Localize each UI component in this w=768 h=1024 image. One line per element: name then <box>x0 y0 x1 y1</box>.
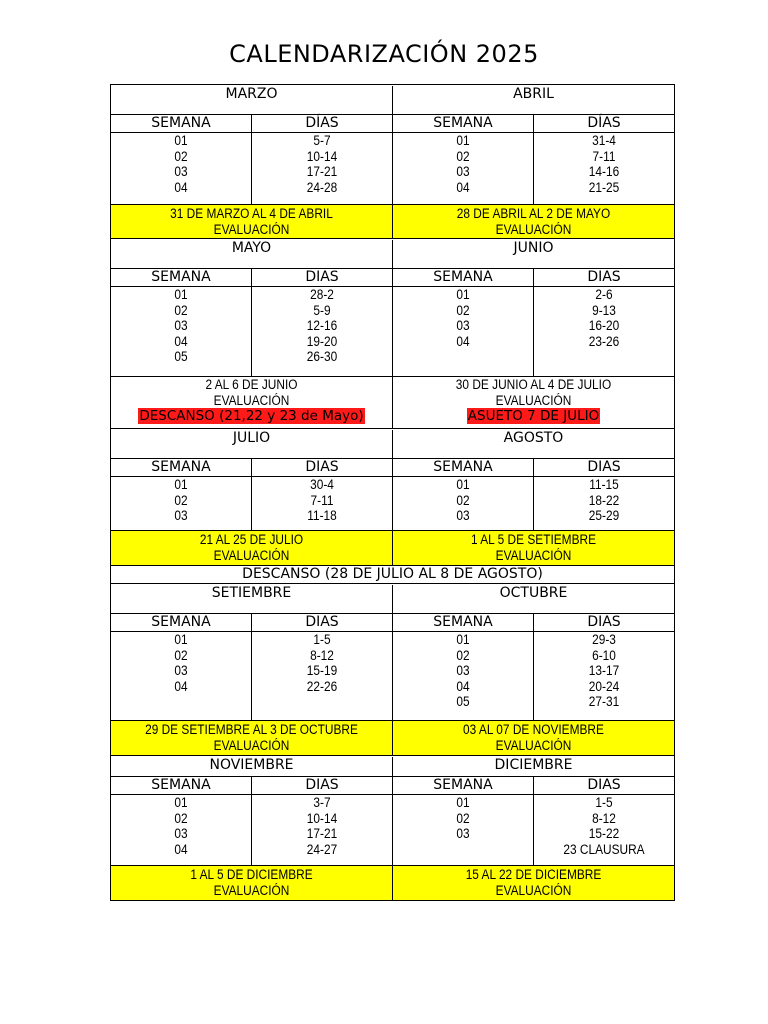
month-title: AGOSTO <box>392 430 674 458</box>
day-range: 19-20 <box>306 333 338 349</box>
week-number: 01 <box>174 795 188 810</box>
week-number: 02 <box>456 148 470 164</box>
day-range: 17-21 <box>306 826 338 842</box>
month-title: MARZO <box>225 86 278 102</box>
day-range: 26-30 <box>306 349 338 365</box>
week-number: 03 <box>174 508 188 524</box>
week-number: 01 <box>174 632 188 647</box>
weeks-list <box>119 795 242 865</box>
col-header-semana: SEMANA <box>433 115 493 131</box>
month-title: SETIEMBRE <box>211 585 292 601</box>
col-header-semana: SEMANA <box>151 115 211 131</box>
col-header-semana: SEMANA <box>151 614 211 630</box>
day-range: 1-5 <box>313 632 331 647</box>
section-setiembre-octubre <box>110 584 675 756</box>
col-header-dias: DÍAS <box>533 115 674 132</box>
evaluation-range: 28 DE ABRIL AL 2 DE MAYO <box>456 206 611 221</box>
weeks-list <box>119 133 242 204</box>
week-number: 03 <box>174 164 188 180</box>
week-number: 02 <box>456 302 470 318</box>
day-range: 7-11 <box>592 148 616 164</box>
col-header-dias: DIAS <box>533 269 674 286</box>
month-title: MAYO <box>231 240 272 256</box>
evaluation-box <box>392 531 674 565</box>
evaluation-label: EVALUACIÓN <box>213 221 290 237</box>
evaluation-label: EVALUACIÓN <box>213 882 290 898</box>
col-header-semana: SEMANA <box>151 459 211 475</box>
week-number: 03 <box>174 318 188 334</box>
day-range: 31-4 <box>592 133 616 148</box>
week-number: 05 <box>174 349 188 365</box>
evaluation-box <box>392 866 674 900</box>
weeks-list <box>401 133 524 204</box>
col-header-dias: DIAS <box>533 459 674 476</box>
day-range: 28-2 <box>310 287 334 302</box>
day-range: 12-16 <box>306 318 338 334</box>
week-number: 01 <box>456 133 470 148</box>
week-number: 02 <box>174 302 188 318</box>
week-number: 01 <box>174 133 188 148</box>
day-range: 13-17 <box>588 663 620 679</box>
weeks-list <box>119 477 242 530</box>
month-title: JUNIO <box>392 240 674 268</box>
col-header-dias: DIAS <box>251 459 392 476</box>
days-list <box>542 795 665 865</box>
week-number: 03 <box>456 826 470 842</box>
day-range: 5-7 <box>313 133 331 148</box>
weeks-list <box>119 287 242 376</box>
days-list <box>260 632 383 720</box>
week-number: 04 <box>456 678 470 694</box>
holiday-note: ASUETO 7 DE JULIO <box>467 408 600 425</box>
rest-note: DESCANSO (21,22 y 23 de Mayo) <box>139 408 364 425</box>
day-range: 6-10 <box>592 647 616 663</box>
evaluation-box <box>392 205 674 238</box>
evaluation-label: EVALUACIÓN <box>495 547 572 563</box>
week-number: 02 <box>456 492 470 508</box>
day-range: 11-15 <box>589 477 619 492</box>
evaluation-label: EVALUACIÓN <box>495 221 572 237</box>
day-range: 29-3 <box>592 632 616 647</box>
day-range: 16-20 <box>588 318 620 334</box>
evaluation-label: EVALUACIÓN <box>495 392 572 408</box>
col-header-dias: DIAS <box>251 777 392 794</box>
week-number: 03 <box>456 164 470 180</box>
evaluation-range: 15 AL 22 DE DICIEMBRE <box>465 867 602 882</box>
col-header-semana: SEMANA <box>433 614 493 630</box>
evaluation-label: EVALUACIÓN <box>213 547 290 563</box>
day-range: 30-4 <box>310 477 334 492</box>
week-number: 02 <box>174 148 188 164</box>
day-range: 14-16 <box>588 164 620 180</box>
rest-period-banner: DESCANSO (28 DE JULIO AL 8 DE AGOSTO) <box>111 566 674 584</box>
week-number: 02 <box>174 810 188 826</box>
week-number: 03 <box>456 663 470 679</box>
days-list <box>542 632 665 720</box>
day-range: 5-9 <box>313 302 331 318</box>
day-range: 24-27 <box>306 841 338 857</box>
col-header-semana: SEMANA <box>151 269 211 285</box>
section-julio-agosto <box>110 429 675 584</box>
col-header-semana: SEMANA <box>151 777 211 793</box>
week-number: 02 <box>174 492 188 508</box>
col-header-dias: DIAS <box>533 614 674 631</box>
day-range: 17-21 <box>306 164 338 180</box>
day-range: 22-26 <box>306 678 338 694</box>
day-range: 20-24 <box>588 678 620 694</box>
col-header-dias: DÍAS <box>251 115 392 132</box>
evaluation-label: EVALUACIÓN <box>213 737 290 753</box>
day-range: 8-12 <box>592 810 616 826</box>
section-marzo-abril <box>110 84 675 239</box>
month-title: NOVIEMBRE <box>209 757 294 773</box>
week-number: 01 <box>456 632 470 647</box>
days-list <box>260 287 383 376</box>
col-header-dias: DIAS <box>251 269 392 286</box>
day-range: 15-19 <box>306 663 338 679</box>
days-list <box>260 795 383 865</box>
evaluation-range: 1 AL 5 DE DICIEMBRE <box>190 867 313 882</box>
week-number: 04 <box>456 179 470 195</box>
weeks-list <box>119 632 242 720</box>
evaluation-label: EVALUACIÓN <box>495 882 572 898</box>
col-header-dias: DIAS <box>251 614 392 631</box>
weeks-list <box>401 477 524 530</box>
week-number: 04 <box>174 841 188 857</box>
month-title: DICIEMBRE <box>392 757 674 776</box>
week-number: 01 <box>456 477 470 492</box>
days-list <box>542 133 665 204</box>
section-noviembre-diciembre <box>110 756 675 901</box>
week-number: 04 <box>174 678 188 694</box>
day-range: 10-14 <box>306 810 338 826</box>
week-number: 04 <box>456 333 470 349</box>
days-list <box>260 133 383 204</box>
day-range: 2-6 <box>595 287 613 302</box>
day-range: 21-25 <box>588 179 620 195</box>
evaluation-range: 30 DE JUNIO AL 4 DE JULIO <box>455 377 612 392</box>
day-range: 15-22 <box>588 826 620 842</box>
week-number: 03 <box>174 663 188 679</box>
weeks-list <box>401 795 524 865</box>
evaluation-box <box>392 721 674 755</box>
days-list <box>542 287 665 376</box>
weeks-list <box>401 287 524 376</box>
calendar-table <box>110 84 675 901</box>
col-header-dias: DIAS <box>533 777 674 794</box>
week-number: 03 <box>456 318 470 334</box>
month-title: ABRIL <box>392 86 674 114</box>
evaluation-box <box>392 377 674 428</box>
week-number: 04 <box>174 333 188 349</box>
weeks-list <box>401 632 524 720</box>
col-header-semana: SEMANA <box>433 459 493 475</box>
week-number: 01 <box>174 477 188 492</box>
day-range: 18-22 <box>588 492 620 508</box>
evaluation-range: 31 DE MARZO AL 4 DE ABRIL <box>170 206 333 221</box>
evaluation-label: EVALUACIÓN <box>495 737 572 753</box>
day-range: 8-12 <box>310 647 334 663</box>
day-range: 7-11 <box>310 492 334 508</box>
week-number: 01 <box>456 287 470 302</box>
day-range: 1-5 <box>595 795 613 810</box>
days-list <box>260 477 383 530</box>
week-number: 02 <box>456 810 470 826</box>
evaluation-label: EVALUACIÓN <box>213 392 290 408</box>
day-range: 3-7 <box>313 795 331 810</box>
day-range: 27-31 <box>588 694 620 710</box>
section-mayo-junio <box>110 239 675 429</box>
day-range: 9-13 <box>592 302 616 318</box>
evaluation-range: 1 AL 5 DE SETIEMBRE <box>470 532 597 547</box>
day-range: 10-14 <box>306 148 338 164</box>
day-range: 11-18 <box>307 508 337 524</box>
week-number: 02 <box>456 647 470 663</box>
evaluation-box <box>111 377 392 428</box>
week-number: 01 <box>174 287 188 302</box>
month-title: OCTUBRE <box>392 585 674 613</box>
day-range: 25-29 <box>588 508 620 524</box>
week-number: 03 <box>456 508 470 524</box>
month-title: JULIO <box>232 430 271 446</box>
page-title: CALENDARIZACIÓN 2025 <box>229 40 539 68</box>
col-header-semana: SEMANA <box>433 777 493 793</box>
week-number: 02 <box>174 647 188 663</box>
day-range: 23 CLAUSURA <box>563 841 645 857</box>
evaluation-range: 03 AL 07 DE NOVIEMBRE <box>463 722 604 737</box>
day-range: 23-26 <box>588 333 620 349</box>
day-range: 24-28 <box>306 179 338 195</box>
days-list <box>542 477 665 530</box>
evaluation-range: 21 AL 25 DE JULIO <box>199 532 304 547</box>
week-number: 05 <box>456 694 470 710</box>
evaluation-range: 29 DE SETIEMBRE AL 3 DE OCTUBRE <box>145 722 358 737</box>
evaluation-range: 2 AL 6 DE JUNIO <box>205 377 298 392</box>
week-number: 04 <box>174 179 188 195</box>
evaluation-box <box>111 721 392 755</box>
col-header-semana: SEMANA <box>433 269 493 285</box>
evaluation-box <box>111 866 392 900</box>
evaluation-box <box>111 205 392 238</box>
week-number: 01 <box>456 795 470 810</box>
week-number: 03 <box>174 826 188 842</box>
evaluation-box <box>111 531 392 565</box>
